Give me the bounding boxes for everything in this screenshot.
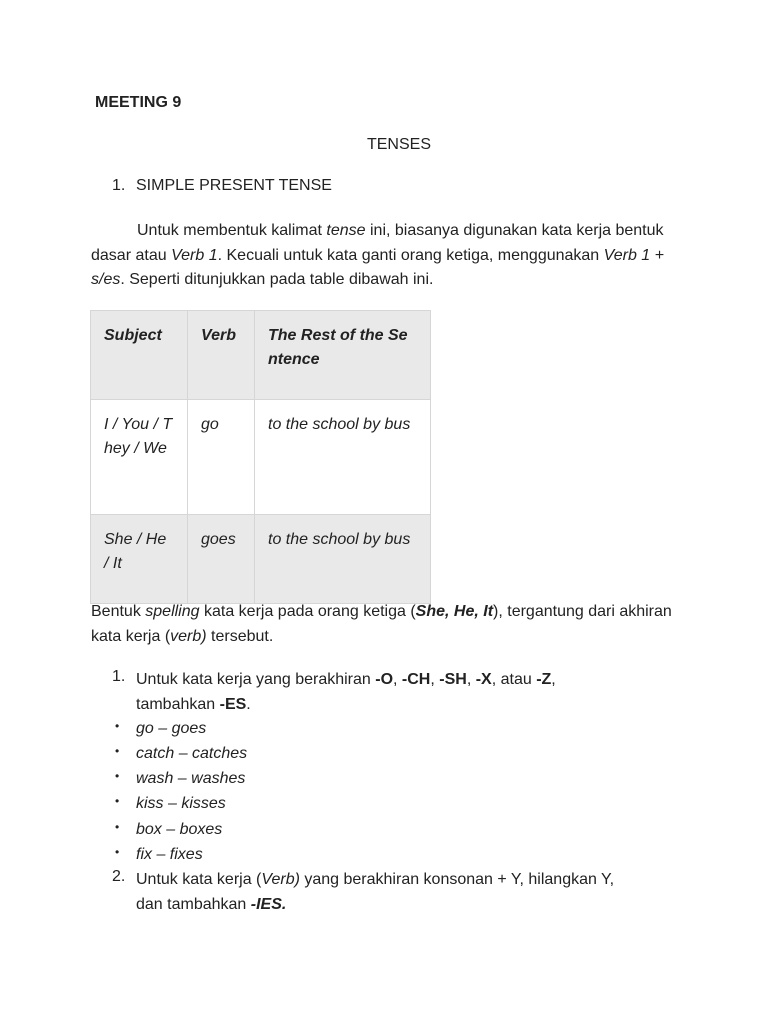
table-row: [91, 400, 431, 515]
spelling-text: ), tergantung dari akhiran kata kerja (: [91, 603, 672, 645]
page-title: TENSES: [366, 136, 431, 153]
cell-subject: I / You / They / We: [91, 400, 188, 515]
section-number: 1.: [112, 177, 126, 194]
intro-text: Untuk membentuk kalimat: [137, 222, 327, 239]
sep: ,: [393, 671, 402, 688]
intro-text: . Seperti ditunjukkan pada table dibawah ini.: [120, 271, 434, 288]
suffix-ies: -IES.: [250, 895, 287, 913]
verb-table: [90, 310, 431, 604]
bullet-icon: •: [115, 744, 120, 758]
spelling-text: Bentuk: [91, 603, 146, 620]
cell-subject: She / He / It: [91, 515, 188, 604]
bullet-icon: •: [115, 820, 120, 834]
bullet-icon: •: [115, 719, 120, 733]
cell-verb: go: [188, 400, 255, 515]
list-number: 2.: [112, 868, 126, 885]
table-row: [91, 515, 431, 604]
rule-text: Untuk kata kerja yang berakhiran: [136, 671, 376, 688]
spelling-italic-verb: verb): [170, 627, 207, 645]
intro-italic-verb1: Verb 1: [171, 246, 218, 264]
header-rest: The Rest of the Sentence: [255, 311, 431, 400]
intro-text: . Kecuali untuk kata ganti orang ketiga, menggunakan: [217, 246, 604, 264]
example-item: fix – fixes: [136, 846, 203, 863]
spelling-paragraph: [91, 600, 691, 649]
cell-rest: to the school by bus: [255, 400, 431, 515]
sep: .: [246, 695, 251, 713]
list-number: 1.: [112, 668, 126, 685]
bullet-icon: •: [115, 794, 120, 808]
bullet-icon: •: [115, 845, 120, 859]
spelling-italic: spelling: [145, 603, 200, 620]
intro-italic-tense: tense: [326, 222, 366, 239]
suffix-es: -ES: [219, 695, 247, 713]
suffix-sh: -SH: [439, 671, 467, 688]
spelling-pronouns: She, He, It: [415, 603, 494, 620]
suffix-ch: -CH: [401, 671, 431, 688]
header-verb: Verb: [188, 311, 255, 400]
suffix-o: -O: [375, 671, 394, 688]
rule2-text: [136, 868, 614, 917]
spelling-text: tersebut.: [206, 627, 274, 645]
rule-text: Untuk kata kerja (: [136, 871, 262, 888]
intro-text: ini, biasanya digunakan kata kerja bentuk dasar atau: [91, 222, 664, 264]
table-header-row: [91, 311, 431, 400]
rule-text: yang berakhiran konsonan + Y, hilangkan Y,: [299, 871, 615, 888]
bullet-icon: •: [115, 769, 120, 783]
example-item: go – goes: [136, 720, 207, 737]
intro-paragraph: [91, 219, 681, 293]
example-item: box – boxes: [136, 821, 223, 838]
intro-italic-formula: Verb 1 + s/es: [91, 246, 664, 288]
suffix-x: -X: [475, 671, 492, 688]
section-title: SIMPLE PRESENT TENSE: [136, 177, 332, 194]
header-subject: Subject: [91, 311, 188, 400]
sep: ,: [466, 671, 476, 688]
suffix-z: -Z: [536, 671, 552, 688]
rule-text: tambahkan: [136, 695, 220, 713]
sep: ,: [551, 671, 556, 688]
cell-rest: to the school by bus: [255, 515, 431, 604]
sep: ,: [430, 671, 440, 688]
rule1-text: [136, 668, 556, 717]
example-item: wash – washes: [136, 770, 246, 787]
spelling-text: kata kerja pada orang ketiga (: [199, 603, 416, 620]
rule-text: dan tambahkan: [136, 895, 251, 913]
cell-verb: goes: [188, 515, 255, 604]
example-item: catch – catches: [136, 745, 248, 762]
rule-italic-verb: Verb): [261, 871, 300, 888]
sep: , atau: [491, 671, 537, 688]
example-item: kiss – kisses: [136, 795, 226, 812]
meeting-heading: MEETING 9: [95, 94, 182, 111]
